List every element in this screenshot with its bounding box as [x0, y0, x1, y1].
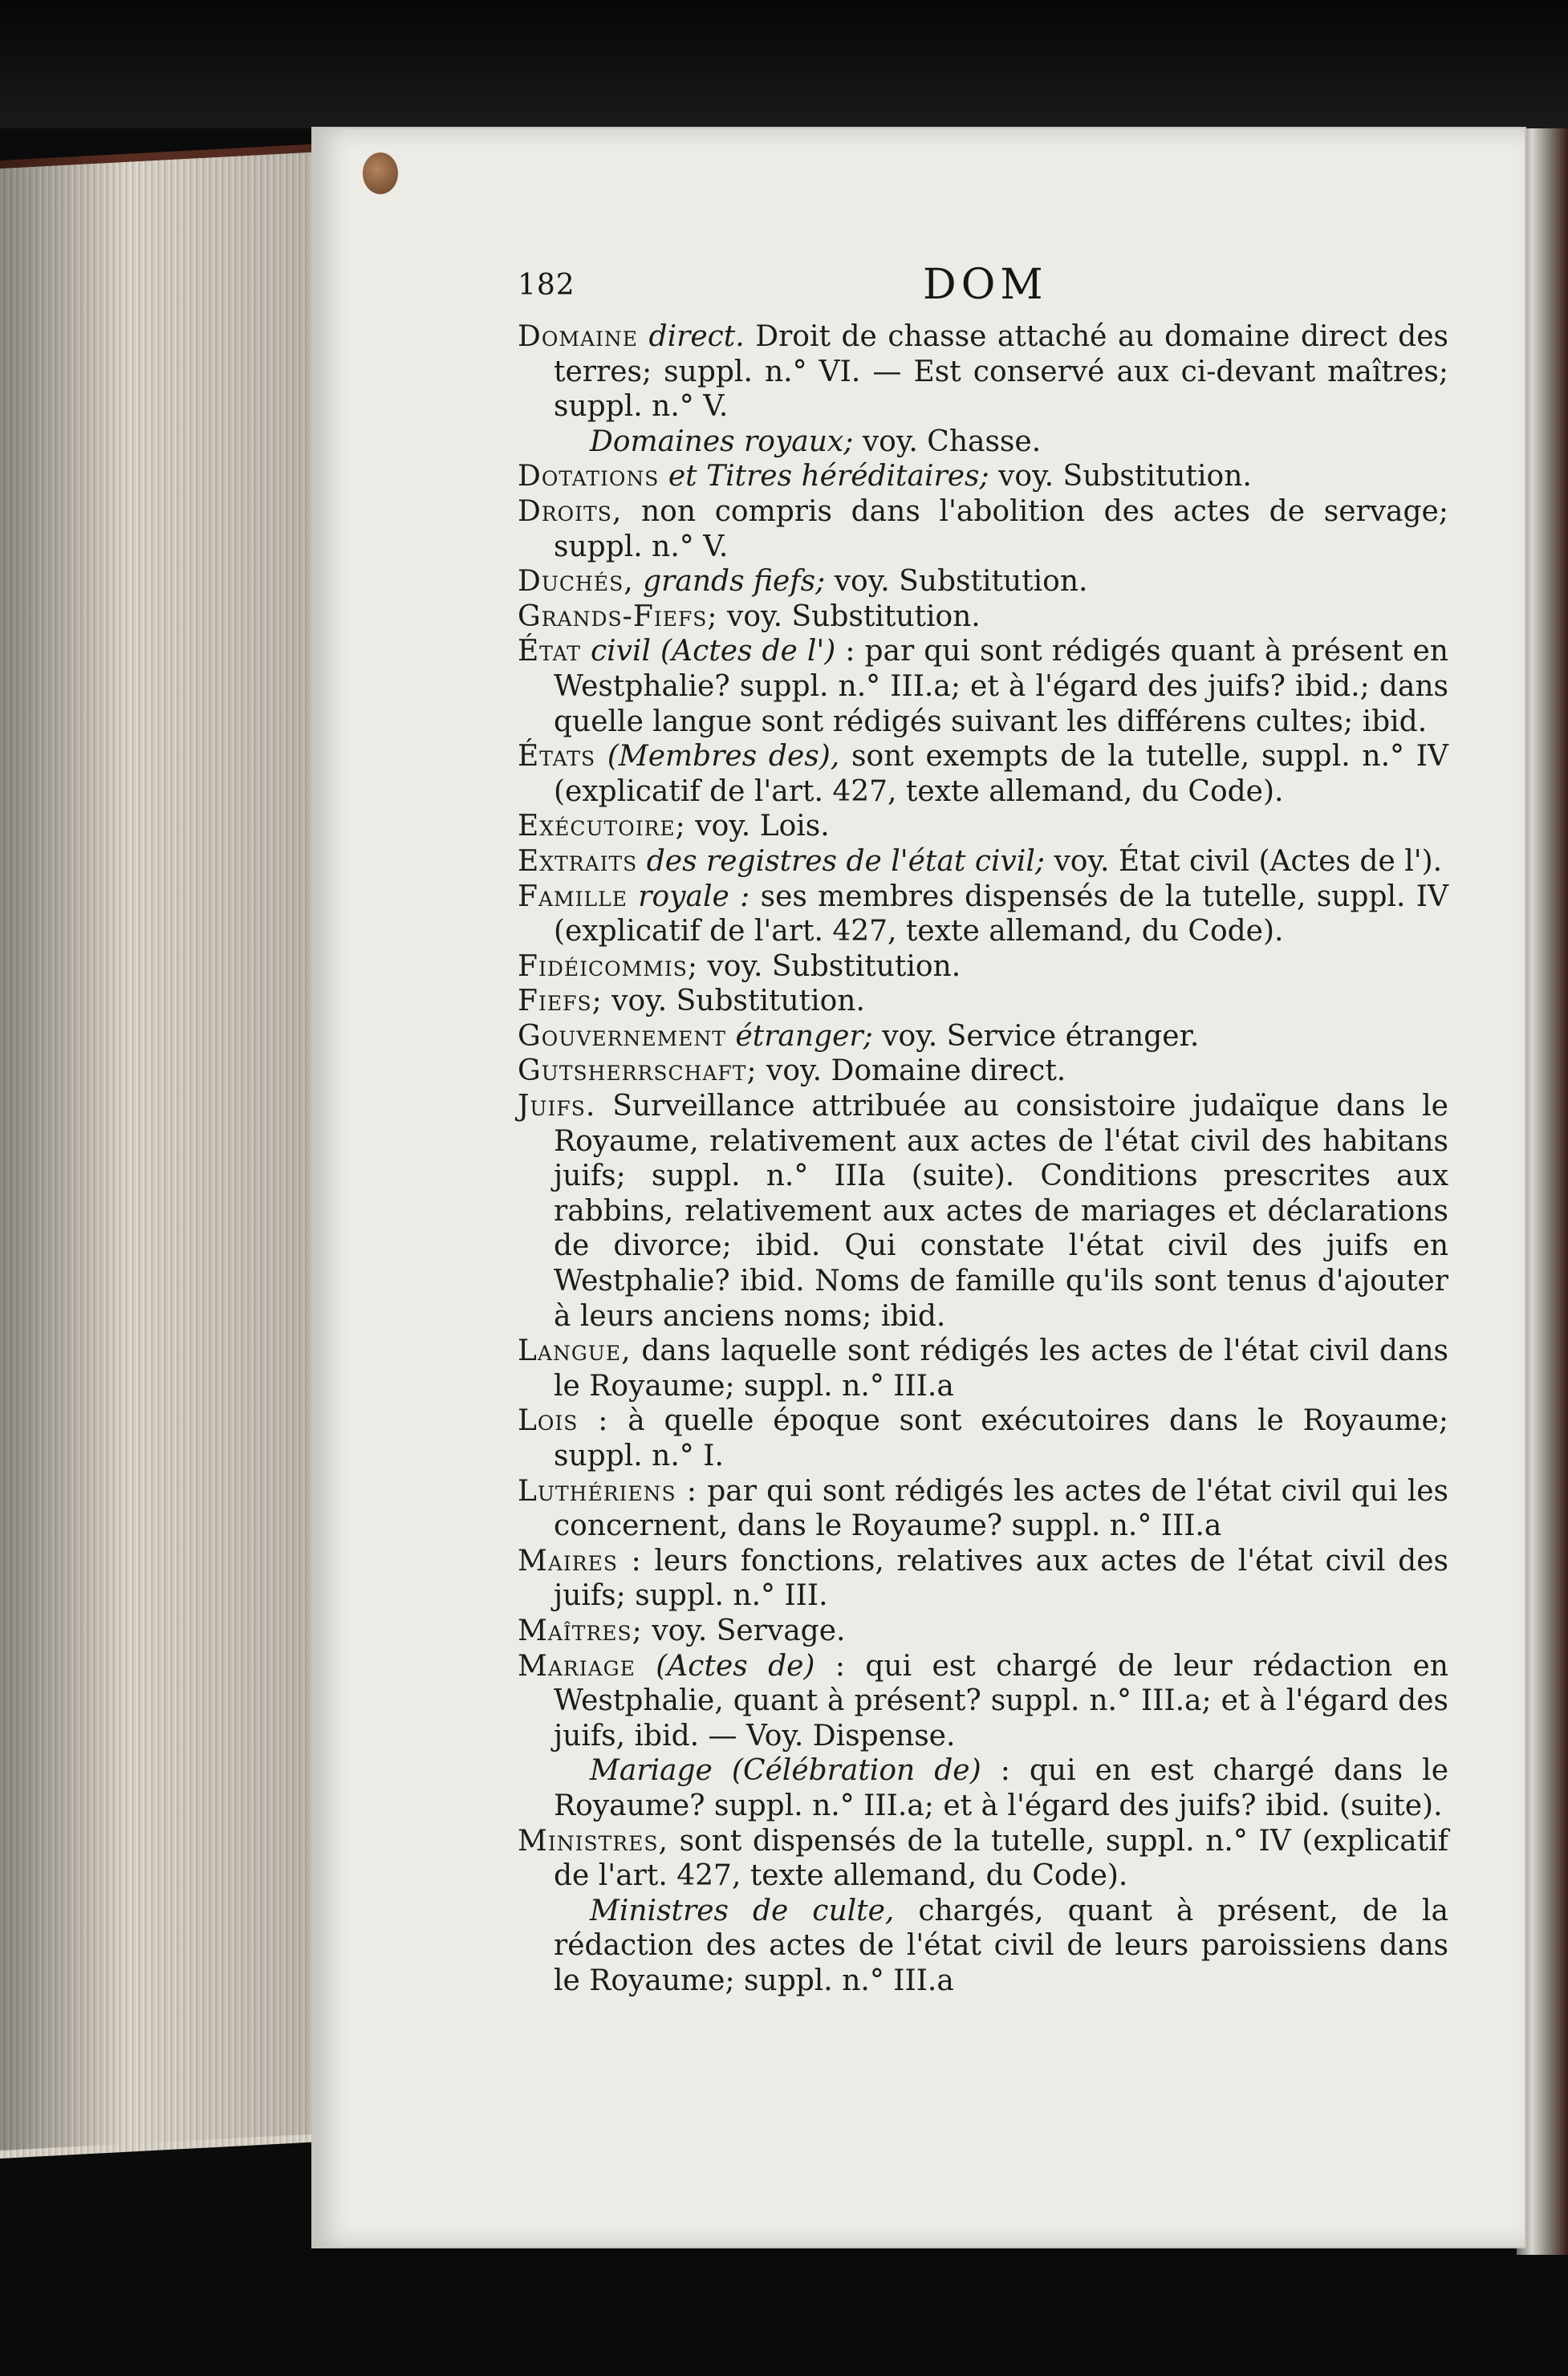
entry-qualifier: direct.: [648, 320, 745, 353]
index-entry: [518, 1649, 1448, 1754]
entry-qualifier: des registres de l'état civil;: [646, 844, 1045, 878]
entry-text: sont dispensés de la tutelle, suppl. n.° IV (explicatif de l'art. 427, texte allemand, du Code).: [554, 1824, 1448, 1893]
entry-qualifier: (Membres des),: [607, 740, 840, 774]
entry-text: voy. État civil (Actes de l').: [1054, 844, 1443, 878]
entry-text: chargés, quant à présent, de la rédaction des actes de l'état civil de leurs paroissiens dans le Royaume; suppl. n.° III.a: [554, 1894, 1448, 1997]
entry-qualifier: civil (Actes de l'): [590, 635, 836, 668]
index-entry: [518, 879, 1448, 949]
pin-mark: [363, 152, 398, 194]
entry-qualifier: royale :: [638, 879, 750, 913]
entry-headword: Domaine: [518, 320, 639, 353]
entry-headword: [554, 1895, 590, 1927]
index-entry: [518, 1089, 1448, 1334]
index-entry: [518, 1403, 1448, 1473]
entry-text: voy. Substitution.: [998, 460, 1252, 493]
index-entry: [518, 1474, 1448, 1544]
entry-text: voy. Chasse.: [862, 424, 1042, 458]
page-number: 182: [518, 269, 575, 302]
entry-headword: Droits,: [518, 494, 623, 528]
index-entry: [518, 494, 1448, 564]
index-entry: [518, 424, 1448, 460]
index-entry: [518, 739, 1448, 809]
index-entry: [518, 984, 1448, 1019]
entry-text: voy. Substitution.: [707, 949, 961, 983]
entry-headword: Extraits: [518, 844, 638, 878]
entry-headword: Gutsherrschaft;: [518, 1054, 758, 1088]
entry-headword: Gouvernement: [518, 1019, 726, 1053]
entry-headword: Ministres,: [518, 1824, 668, 1858]
entry-headword: Exécutoire;: [518, 810, 686, 843]
index-entry: [518, 1334, 1448, 1403]
entry-headword: [554, 1754, 590, 1787]
entry-text: par qui sont rédigés les actes de l'état civil qui les concernent, dans le Royaume? suppl. n.° III.a: [554, 1474, 1448, 1543]
index-entry: [518, 809, 1448, 844]
entry-text: voy. Domaine direct.: [766, 1054, 1066, 1088]
index-entry: [518, 599, 1448, 635]
entry-text: : qui est chargé de leur rédaction en Westphalie, quant à présent? suppl. n.° III.a; et à l'égard des juifs, ibid. — Voy. Dispense.: [554, 1649, 1448, 1753]
entry-qualifier: (Actes de): [656, 1649, 815, 1683]
entry-qualifier: Mariage (Célébration de): [590, 1754, 981, 1788]
index-entry: [518, 1753, 1448, 1823]
entry-qualifier: grands fiefs;: [643, 565, 826, 599]
entry-headword: Maires :: [518, 1544, 642, 1578]
entry-headword: Mariage: [518, 1649, 636, 1683]
index-entry: [518, 1019, 1448, 1054]
entry-headword: Lois :: [518, 1404, 609, 1438]
index-entry: [518, 1894, 1448, 1999]
entry-headword: États: [518, 740, 596, 774]
entry-headword: [554, 425, 590, 458]
entry-text: voy. Substitution.: [611, 985, 865, 1018]
entry-qualifier: Domaines royaux;: [590, 424, 854, 458]
index-entry: [518, 1824, 1448, 1894]
entry-headword: Dotations: [518, 460, 660, 493]
entry-headword: Langue,: [518, 1334, 632, 1368]
entry-text: à quelle époque sont exécutoires dans le Royaume; suppl. n.° I.: [554, 1404, 1448, 1472]
index-entry: [518, 459, 1448, 494]
entry-text: non compris dans l'abolition des actes de servage; suppl. n.° V.: [554, 494, 1448, 563]
entry-text: voy. Substitution.: [727, 599, 981, 633]
index-entry: [518, 949, 1448, 985]
index-entry: [518, 844, 1448, 879]
entry-headword: Duchés,: [518, 565, 634, 599]
index-entry: [518, 1544, 1448, 1614]
entry-qualifier: étranger;: [735, 1019, 873, 1053]
entry-headword: Famille: [518, 879, 628, 913]
entry-text: ses membres dispensés de la tutelle, suppl. IV (explicatif de l'art. 427, texte allemand, du Code).: [554, 879, 1448, 948]
entry-text: dans laquelle sont rédigés les actes de l'état civil dans le Royaume; suppl. n.° III.a: [554, 1334, 1448, 1403]
index-entry: [518, 1614, 1448, 1649]
running-head: DOM: [923, 261, 1048, 309]
index-entry: [518, 634, 1448, 739]
entry-text: Droit de chasse attaché au domaine direct des terres; suppl. n.° VI. — Est conservé aux ci-devant maîtres; suppl. n.° V.: [554, 320, 1448, 424]
entry-headword: Grands-Fiefs;: [518, 599, 718, 633]
entry-headword: État: [518, 635, 581, 668]
entry-text: leurs fonctions, relatives aux actes de l'état civil des juifs; suppl. n.° III.: [554, 1544, 1449, 1613]
entry-text: Surveillance attribuée au consistoire judaïque dans le Royaume, relativement aux actes de l'état civil des habitans juifs; suppl. n.° IIIa (suite). Conditions prescrites aux rabbins, relativement aux actes de mariages et déclarations de divorce; ibid. Qui constate l'état civil des juifs en Westphalie? ibid. Noms de famille qu'ils sont tenus d'ajouter à leurs anciens noms; ibid.: [554, 1090, 1448, 1333]
entry-qualifier: et Titres héréditaires;: [668, 460, 989, 493]
entry-headword: Fiefs;: [518, 985, 603, 1018]
entry-text: voy. Servage.: [652, 1614, 846, 1647]
entry-text: voy. Lois.: [695, 810, 830, 843]
background-top: [0, 0, 1568, 128]
index-entries: [518, 319, 1448, 1999]
index-entry: [518, 564, 1448, 599]
entry-text: voy. Service étranger.: [882, 1019, 1200, 1053]
entry-text: sont exempts de la tutelle, suppl. n.° IV (explicatif de l'art. 427, texte allemand, du Code).: [554, 740, 1448, 808]
entry-headword: Maîtres;: [518, 1614, 643, 1647]
entry-headword: Luthériens :: [518, 1474, 697, 1508]
entry-text: : par qui sont rédigés quant à présent en Westphalie? suppl. n.° III.a; et à l'égard des juifs? ibid.; dans quelle langue sont rédigés suivant les différens cultes; ibid.: [554, 635, 1448, 738]
entry-qualifier: Ministres de culte,: [590, 1894, 895, 1927]
page-header: [518, 261, 1127, 317]
index-entry: [518, 1054, 1448, 1089]
entry-headword: Fidéicommis;: [518, 949, 698, 983]
entry-headword: Juifs.: [518, 1090, 596, 1123]
entry-text: voy. Substitution.: [834, 565, 1088, 599]
index-entry: [518, 319, 1448, 424]
entry-text: : qui en est chargé dans le Royaume? suppl. n.° III.a; et à l'égard des juifs? ibid. (suite).: [554, 1754, 1448, 1822]
book-page-edges-shade: [0, 144, 321, 2151]
